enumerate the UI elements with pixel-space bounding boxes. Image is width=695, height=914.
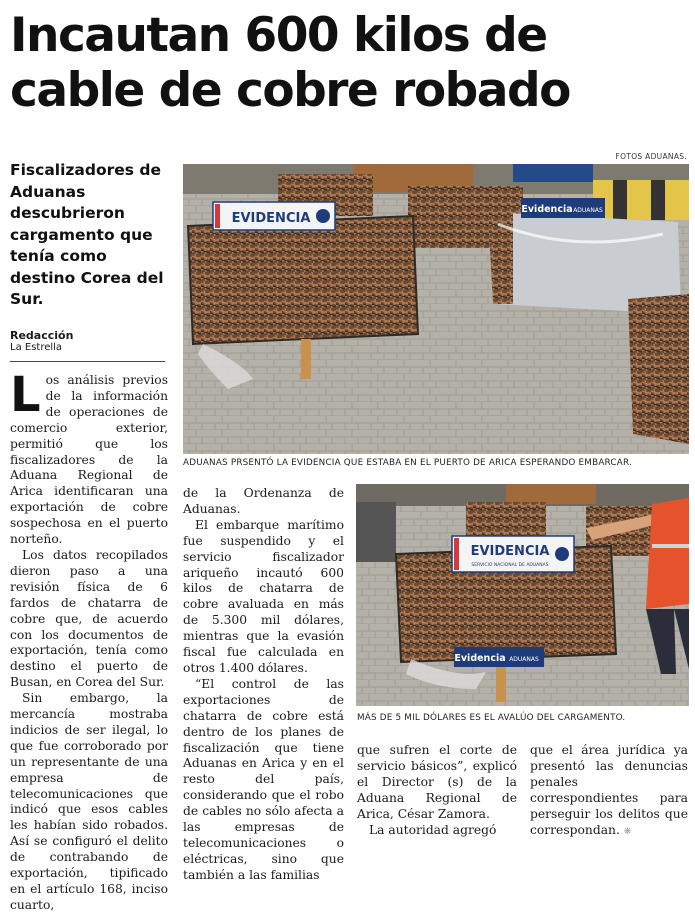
article-paragraph: que el área jurídica ya presentó las denuncias penales correspondientes para perseguir los delitos que correspondan. ❋ xyxy=(530,743,688,837)
byline-divider xyxy=(10,361,165,362)
article-paragraph: Los datos recopilados dieron paso a una revisión física de 6 fardos de chatarra de cobre que, de acuerdo con los documentos de exportación, tenía como destino el puerto de Busan, en Corea del Sur. xyxy=(10,547,168,690)
article-paragraph: La autoridad agregó xyxy=(369,822,497,837)
photo2-small-sign-sub: ADUANAS xyxy=(509,656,539,663)
photo-evidence-port xyxy=(183,164,689,454)
drop-cap: L xyxy=(10,367,41,423)
photo-bale-evidence xyxy=(356,484,689,706)
article-paragraph: El embarque marítimo fue suspendido y el servicio fiscalizador ariqueño incautó 600 kilos de chatarra de cobre avaluada en más de 5.300 mil dólares, mientras que la evasión fiscal fue calculada en otros 1.400 dólares. xyxy=(183,517,344,675)
article-column-2 xyxy=(183,486,344,884)
article-column-4 xyxy=(530,743,688,840)
article-paragraph: que sufren el corte de servicio básicos”, explicó el Director (s) de la Aduana Regional de Arica, César Zamora. xyxy=(357,743,517,821)
photo-credit: FOTOS ADUANAS. xyxy=(615,152,687,161)
photo1-small-sign-sub: ADUANAS xyxy=(573,207,603,214)
article-paragraph: de la Ordenanza de Aduanas. xyxy=(183,486,344,516)
photo2-evidence-sign-sub: SERVICIO NACIONAL DE ADUANAS xyxy=(471,563,549,568)
photo2-evidence-sign: EVIDENCIA xyxy=(470,544,550,559)
lead-paragraph: Fiscalizadores de Aduanas descubrieron cargamento que tenía como destino Corea del Sur. xyxy=(10,161,164,308)
byline-outlet: La Estrella xyxy=(10,342,63,353)
article-paragraph: Los análisis previos de la información de operaciones de comercio exterior, permitió que los fiscalizadores de la Aduana Regional de Arica identificaran una exportación de cobre sospechosa en el puerto norteño. xyxy=(10,367,168,547)
article-column-3 xyxy=(357,743,517,838)
headline: Incautan 600 kilos de cable de cobre robado xyxy=(10,8,570,118)
end-mark-icon: ❋ xyxy=(623,826,632,837)
byline-author: Redacción xyxy=(10,329,74,342)
photo-bale-evidence-illustration xyxy=(356,484,689,706)
photo2-caption: MÁS DE 5 MIL DÓLARES ES EL AVALÚO DEL CARGAMENTO. xyxy=(357,713,626,723)
photo1-caption: ADUANAS PRSENTÓ LA EVIDENCIA QUE ESTABA EN EL PUERTO DE ARICA ESPERANDO EMBARCAR. xyxy=(183,458,632,468)
photo1-evidence-sign: EVIDENCIA xyxy=(231,211,311,226)
photo-evidence-port-illustration xyxy=(183,164,689,454)
article-column-1 xyxy=(10,367,168,914)
photo1-small-sign: Evidencia xyxy=(521,204,573,215)
article-paragraph: Sin embargo, la mercancía mostraba indicios de ser ilegal, lo que fue corroborado por un representante de una empresa de telecomunicaciones que indicó que esos cables les habían sido robados. Así se configuró el delito de contrabando de exportación, tipificado en el artículo 168, inciso cuarto, xyxy=(10,691,168,912)
byline xyxy=(10,329,73,354)
article-paragraph: “El control de las exportaciones de chatarra de cobre está dentro de los planes de fiscalización que tiene Aduanas en Arica y en el resto del país, considerando que el robo de cables no sólo afecta a las empresas de telecomunicaciones o eléctricas, sino que también a las familias xyxy=(183,676,344,882)
photo2-small-sign: Evidencia xyxy=(454,653,506,664)
